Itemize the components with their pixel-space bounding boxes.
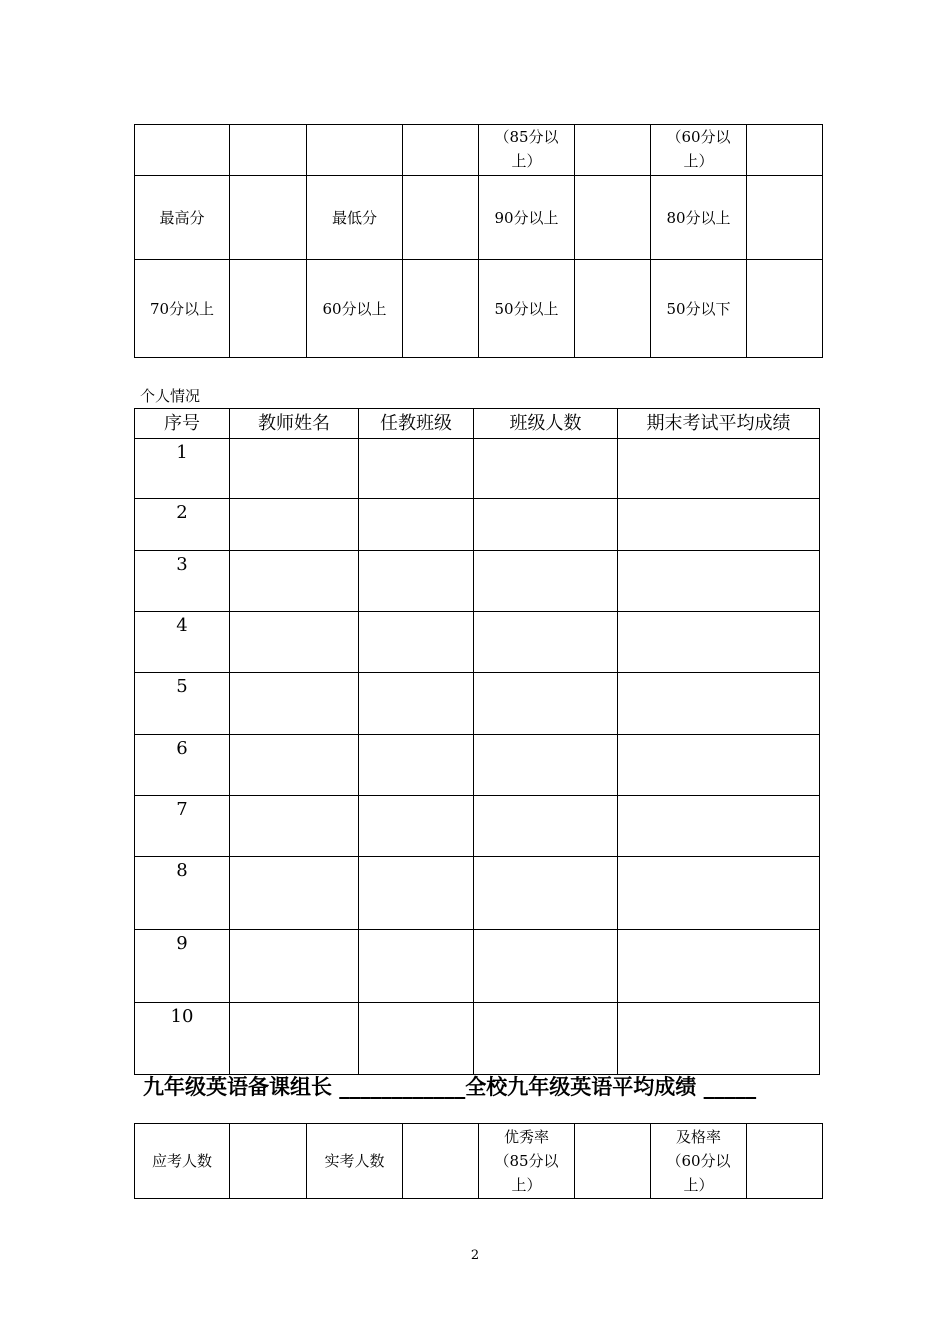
- min-score-value[interactable]: [403, 176, 479, 260]
- table-row: [135, 735, 820, 796]
- teacher-name-cell[interactable]: [230, 551, 359, 612]
- row-index: 1: [135, 439, 230, 499]
- class-cell[interactable]: [359, 612, 474, 673]
- average-score-cell[interactable]: [618, 930, 820, 1003]
- pass-rate-label-cell: [651, 1124, 747, 1199]
- score-distribution-table: [134, 124, 823, 358]
- header-index: 序号: [135, 409, 230, 439]
- class-size-cell[interactable]: [474, 439, 618, 499]
- table-row: [135, 551, 820, 612]
- excellent-rate-label-cell: [479, 1124, 575, 1199]
- class-cell[interactable]: [359, 551, 474, 612]
- class-size-cell[interactable]: [474, 857, 618, 930]
- table-row: [135, 930, 820, 1003]
- class-cell[interactable]: [359, 857, 474, 930]
- table-row: [135, 857, 820, 930]
- above-90-value[interactable]: [575, 176, 651, 260]
- average-score-cell[interactable]: [618, 735, 820, 796]
- teacher-name-cell[interactable]: [230, 499, 359, 551]
- actual-attend-label: 实考人数: [307, 1124, 403, 1199]
- row-index: 4: [135, 612, 230, 673]
- above-50-label: 50分以上: [479, 260, 575, 358]
- max-score-label: 最高分: [135, 176, 230, 260]
- cell: [135, 125, 230, 176]
- class-cell[interactable]: [359, 796, 474, 857]
- average-score-cell[interactable]: [618, 796, 820, 857]
- should-attend-value[interactable]: [230, 1124, 307, 1199]
- class-cell[interactable]: [359, 735, 474, 796]
- max-score-value[interactable]: [230, 176, 307, 260]
- should-attend-label: 应考人数: [135, 1124, 230, 1199]
- cell: [307, 125, 403, 176]
- cell: [747, 125, 823, 176]
- row-index: 8: [135, 857, 230, 930]
- excellent-rate-label: 优秀率: [503, 1128, 549, 1146]
- page-number: 2: [470, 1248, 480, 1263]
- teacher-name-cell[interactable]: [230, 796, 359, 857]
- class-cell[interactable]: [359, 930, 474, 1003]
- below-50-value[interactable]: [747, 260, 823, 358]
- row-index: 7: [135, 796, 230, 857]
- average-score-cell[interactable]: [618, 439, 820, 499]
- class-size-cell[interactable]: [474, 930, 618, 1003]
- class-size-cell[interactable]: [474, 612, 618, 673]
- table-row: [135, 796, 820, 857]
- average-score-cell[interactable]: [618, 673, 820, 735]
- teacher-name-cell[interactable]: [230, 930, 359, 1003]
- class-cell[interactable]: [359, 1003, 474, 1075]
- class-size-cell[interactable]: [474, 551, 618, 612]
- table-row: [135, 499, 820, 551]
- pass-rate-value[interactable]: [747, 1124, 823, 1199]
- class-size-cell[interactable]: [474, 673, 618, 735]
- header-average-score: 期末考试平均成绩: [618, 409, 820, 439]
- excellent-rate-value[interactable]: [575, 1124, 651, 1199]
- excellent-range-cell: [479, 125, 575, 176]
- excellent-rate-range: （85分以上）: [494, 1152, 559, 1194]
- row-index: 2: [135, 499, 230, 551]
- above-90-label: 90分以上: [479, 176, 575, 260]
- above-80-value[interactable]: [747, 176, 823, 260]
- cell: [230, 125, 307, 176]
- table-row: [135, 1003, 820, 1075]
- row-index: 3: [135, 551, 230, 612]
- cell: [403, 125, 479, 176]
- above-60-label: 60分以上: [307, 260, 403, 358]
- class-size-cell[interactable]: [474, 735, 618, 796]
- personal-table: [134, 408, 820, 1075]
- section-label: 个人情况: [140, 387, 201, 405]
- average-score-cell[interactable]: [618, 551, 820, 612]
- teacher-name-cell[interactable]: [230, 1003, 359, 1075]
- cell: [575, 125, 651, 176]
- signature-line: 九年级英语备课组长 ____________全校九年级英语平均成绩 _____: [143, 1075, 757, 1099]
- pass-range-text: （60分以上）: [666, 128, 731, 170]
- above-60-value[interactable]: [403, 260, 479, 358]
- average-score-cell[interactable]: [618, 612, 820, 673]
- average-score-cell[interactable]: [618, 857, 820, 930]
- below-50-label: 50分以下: [651, 260, 747, 358]
- teacher-name-cell[interactable]: [230, 857, 359, 930]
- class-cell[interactable]: [359, 499, 474, 551]
- average-score-cell[interactable]: [618, 1003, 820, 1075]
- above-70-label: 70分以上: [135, 260, 230, 358]
- pass-rate-label: 及格率: [675, 1128, 721, 1146]
- actual-attend-value[interactable]: [403, 1124, 479, 1199]
- class-cell[interactable]: [359, 673, 474, 735]
- row-index: 6: [135, 735, 230, 796]
- header-class-size: 班级人数: [474, 409, 618, 439]
- teacher-name-cell[interactable]: [230, 439, 359, 499]
- class-size-cell[interactable]: [474, 1003, 618, 1075]
- class-size-cell[interactable]: [474, 796, 618, 857]
- table-row: [135, 439, 820, 499]
- row-index: 9: [135, 930, 230, 1003]
- header-class: 任教班级: [359, 409, 474, 439]
- exam-summary-table: [134, 1123, 823, 1199]
- table-row: [135, 612, 820, 673]
- teacher-name-cell[interactable]: [230, 612, 359, 673]
- average-score-cell[interactable]: [618, 499, 820, 551]
- teacher-name-cell[interactable]: [230, 673, 359, 735]
- table-row: [135, 673, 820, 735]
- class-cell[interactable]: [359, 439, 474, 499]
- pass-rate-range: （60分以上）: [666, 1152, 731, 1194]
- excellent-range-text: （85分以上）: [494, 128, 559, 170]
- header-teacher-name: 教师姓名: [230, 409, 359, 439]
- pass-range-cell: [651, 125, 747, 176]
- row-index: 10: [135, 1003, 230, 1075]
- class-size-cell[interactable]: [474, 499, 618, 551]
- teacher-name-cell[interactable]: [230, 735, 359, 796]
- above-80-label: 80分以上: [651, 176, 747, 260]
- above-70-value[interactable]: [230, 260, 307, 358]
- row-index: 5: [135, 673, 230, 735]
- above-50-value[interactable]: [575, 260, 651, 358]
- min-score-label: 最低分: [307, 176, 403, 260]
